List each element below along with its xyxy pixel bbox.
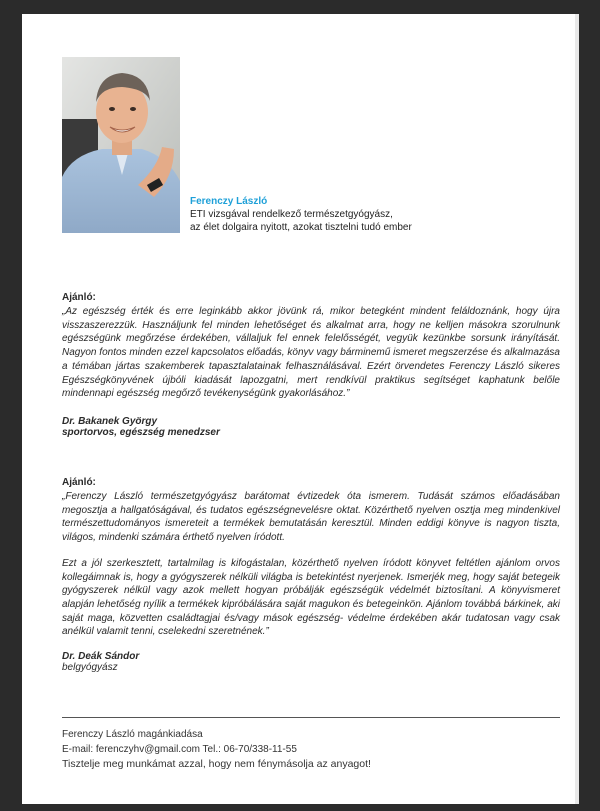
footer-publisher: Ferenczy László magánkiadása <box>62 729 203 740</box>
recommendation-2 <box>62 477 560 673</box>
recommendation-2-paragraph-1: „Ferenczy László természetgyógyász barátomat évtizedek óta ismerem. Tudását számos előadásában megosztja a hallgatóságával, és tudatos egészségnevelésre oktat. Közérthető nyelven osztja meg mindenkivel természettudományos ismereteit a termékek bemutatásán keresztül. Minden eddigi könyve is nagyon tiszta, világos, mindenki számára érthető nyelven íródott. <box>62 491 560 544</box>
recommendation-1-heading: Ajánló: <box>62 292 96 303</box>
author-description-line-2: az élet dolgaira nyitott, azokat tisztelni tudó ember <box>190 222 412 233</box>
author-info <box>190 195 560 234</box>
footer-copy-notice: Tisztelje meg munkámat azzal, hogy nem fénymásolja az anyagot! <box>62 758 371 770</box>
recommendation-2-paragraph-2: Ezt a jól szerkesztett, tartalmilag is kifogástalan, közérthető nyelven íródott könyvet feltétlen ajánlom orvos kollegáimnak is, hogy a gyógyszerek nélküli világba is betekintést nyerjenek. Ismerjék meg, hogy saját betegeik gyógyszerek nélkül vagy azok mellett hogyan próbálják egészségük védelmét biztosítani. A könyvismeret alapján lehetőség nyílik a termékek kipróbálására saját magukon és betegeinkön. Ajánlom továbbá bárkinek, aki saját maga, közvetten családtagjai és/vagy mások egészség- védelme érdekében akár tudatosan vagy csak anélkül valamit tenni, cselekedni szeretnének.” <box>62 557 560 638</box>
recommendation-1 <box>62 292 560 438</box>
footer <box>62 728 542 772</box>
author-photo <box>62 57 180 233</box>
recommendation-1-text: „Az egészség érték és erre leginkább akkor jövünk rá, mikor betegként mindent feláldoznánk, hogy újra visszaszerezzük. Használjunk fel minden lehetőséget és alkalmat arra, hogy ne kelljen másokra szorulnunk egészségünk megőrzése érdekében, vállaljuk fel ennek felelősségét, vegyük kezünkbe sorsunk irányítását. Nagyon fontos minden ezzel kapcsolatos előadás, könyv vagy bárminemű ismeret megszerzése és alkalmazása a témában jártas szakemberek tapasztalatainak felhasználásával. Ezért örvendetes Ferenczy László sikeres Egészségkönyvének újbóli kiadását lapozgatni, mert rendkívül praktikus segítséget kaphatunk belőle mindennapi egészség megőrző tevékenységünk gyakorlásához.” <box>62 306 560 400</box>
author-portrait-image <box>62 57 180 233</box>
footer-divider <box>62 717 560 718</box>
back-cover-page <box>22 14 575 804</box>
author-name: Ferenczy László <box>190 196 268 207</box>
page-edge <box>575 14 579 804</box>
recommendation-2-signature-title: belgyógyász <box>62 662 118 674</box>
recommendation-1-signature-name: Dr. Bakanek György <box>62 415 158 427</box>
recommendation-2-signature-name: Dr. Deák Sándor <box>62 651 140 663</box>
footer-contact: E-mail: ferenczyhv@gmail.com Tel.: 06-70/338-11-55 <box>62 743 297 755</box>
recommendation-2-heading: Ajánló: <box>62 477 96 488</box>
recommendation-1-signature-title: sportorvos, egészség menedzser <box>62 426 220 438</box>
author-description-line-1: ETI vizsgával rendelkező természetgyógyász, <box>190 209 393 220</box>
